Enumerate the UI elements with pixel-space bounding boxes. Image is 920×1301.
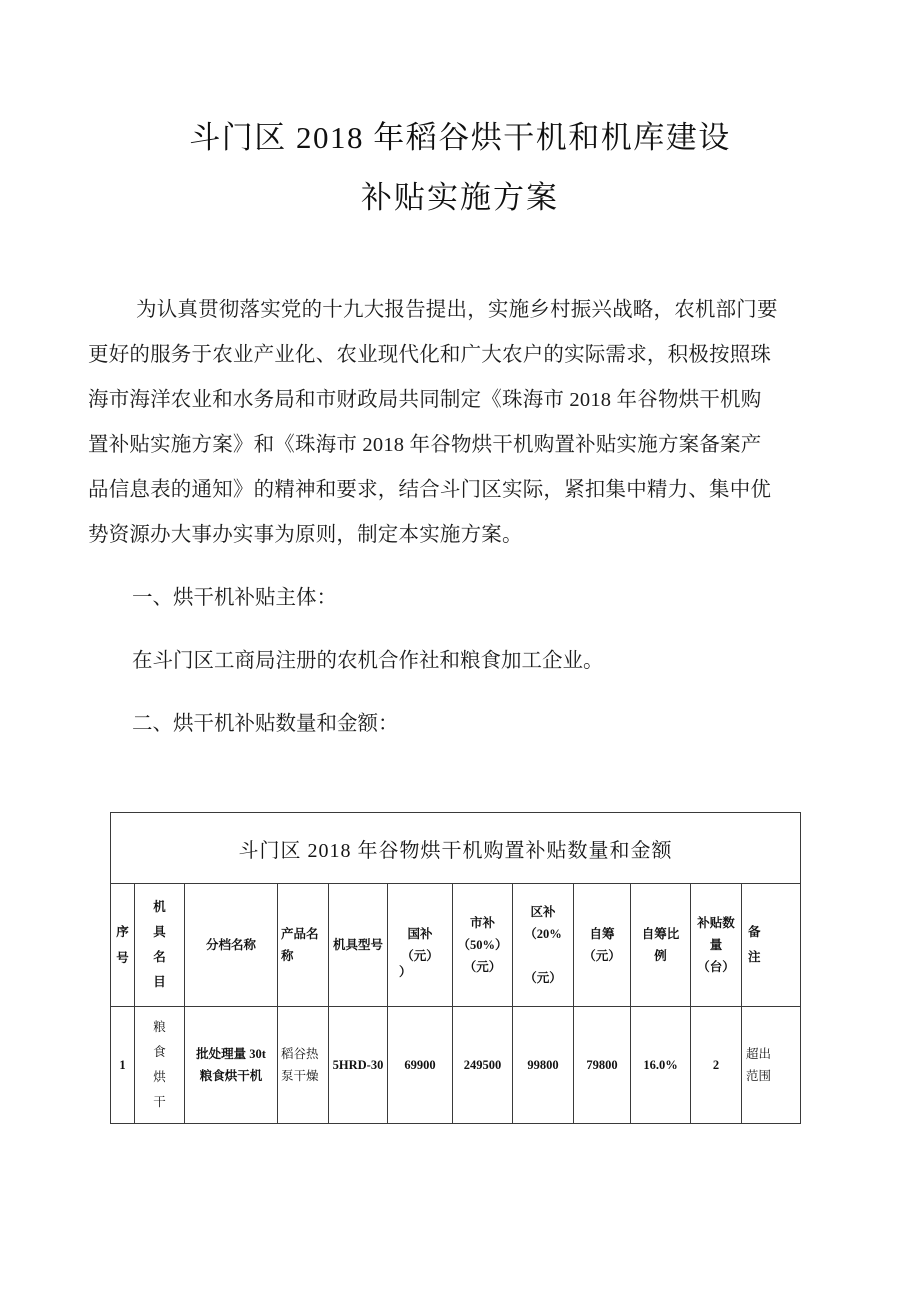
table-header-row	[111, 884, 801, 1007]
page-title	[0, 108, 920, 228]
header-text: （台）	[697, 960, 735, 974]
paragraph-line: 海市海洋农业和水务局和市财政局共同制定《珠海市 2018 年谷物烘干机购	[88, 389, 762, 411]
header-text: 称	[281, 949, 294, 963]
cell-city-subsidy: 249500	[453, 1007, 513, 1124]
header-cell-machine-item	[135, 884, 185, 1007]
header-text: 补贴数	[697, 916, 735, 930]
header-text: 量	[709, 938, 723, 952]
cell-subsidy-qty: 2	[691, 1007, 742, 1124]
header-cell-product-name	[278, 884, 329, 1007]
header-text: （元）	[401, 949, 439, 963]
header-text: 机	[153, 900, 166, 914]
table-row	[111, 1007, 801, 1124]
header-text: （20%	[524, 927, 562, 941]
cell-text: 干	[153, 1095, 166, 1109]
section-body-1: 在斗门区工商局注册的农机合作社和粮食加工企业。	[132, 650, 604, 672]
header-text: 例	[654, 949, 667, 963]
header-text: 号	[116, 951, 129, 965]
section-heading-2: 二、烘干机补贴数量和金额：	[132, 713, 399, 735]
paragraph-line: 置补贴实施方案》和《珠海市 2018 年谷物烘干机购置补贴实施方案备案产	[88, 434, 762, 456]
header-cell-tier-name	[185, 884, 278, 1007]
header-text: 分档名称	[205, 938, 256, 952]
cell-text: 食	[153, 1045, 166, 1059]
cell-product-name	[278, 1007, 329, 1124]
title-line-1: 斗门区 2018 年稻谷烘干机和机库建设	[189, 120, 731, 155]
header-text: 国补	[407, 927, 433, 941]
header-text: 自筹比	[641, 927, 680, 941]
header-cell-self-ratio	[631, 884, 691, 1007]
cell-text: 粮	[153, 1020, 166, 1034]
paragraph-line: 势资源办大事办实事为原则，制定本实施方案。	[88, 524, 523, 546]
cell-text: 超出	[746, 1047, 772, 1061]
paragraph-line: 品信息表的通知》的精神和要求，结合斗门区实际，紧扣集中精力、集中优	[88, 479, 772, 501]
spacer	[88, 684, 844, 702]
header-text: 序	[116, 925, 129, 939]
cell-district-subsidy: 99800	[513, 1007, 574, 1124]
table-caption: 斗门区 2018 年谷物烘干机购置补贴数量和金额	[111, 813, 801, 884]
subsidy-table	[110, 812, 801, 1124]
header-text: 注	[748, 950, 761, 964]
header-text: 目	[153, 975, 166, 989]
paragraph-line: 更好的服务于农业产业化、农业现代化和广大农户的实际需求，积极按照珠	[88, 344, 772, 366]
table-caption-row	[111, 813, 801, 884]
section-heading-1: 一、烘干机补贴主体：	[132, 587, 337, 609]
cell-model: 5HRD-30	[329, 1007, 388, 1124]
header-text: 具	[153, 925, 166, 939]
header-cell-seq	[111, 884, 135, 1007]
header-text-blank	[514, 945, 572, 967]
cell-machine-item	[135, 1007, 185, 1124]
header-cell-remark	[742, 884, 801, 1007]
document-body	[88, 288, 844, 747]
header-text: （元）	[463, 960, 502, 974]
header-text: （元）	[524, 971, 562, 985]
header-cell-district-subsidy	[513, 884, 574, 1007]
spacer	[88, 558, 844, 576]
cell-self-ratio: 16.0%	[631, 1007, 691, 1124]
cell-text: 泵干燥	[281, 1069, 319, 1083]
cell-text: 烘	[153, 1070, 166, 1084]
header-text: （元）	[583, 949, 621, 963]
overflow-parenthesis-artifact: ）	[399, 965, 412, 979]
header-cell-city-subsidy	[453, 884, 513, 1007]
header-text: 市补	[469, 916, 495, 930]
header-cell-model	[329, 884, 388, 1007]
cell-text: 粮食烘干机	[199, 1069, 263, 1083]
cell-text: 范围	[746, 1069, 772, 1083]
cell-tier-name	[185, 1007, 278, 1124]
title-line-2: 补贴实施方案	[361, 180, 559, 215]
paragraph-line: 为认真贯彻落实党的十九大报告提出，实施乡村振兴战略，农机部门要	[136, 299, 778, 321]
intro-paragraph	[88, 288, 844, 558]
header-text: 自筹	[589, 927, 615, 941]
header-text: 区补	[530, 905, 556, 919]
cell-text: 稻谷热	[281, 1047, 319, 1061]
header-cell-self-fund	[574, 884, 631, 1007]
header-text: 机具型号	[332, 938, 383, 952]
header-text: 备	[748, 925, 761, 939]
cell-text: 批处理量 30t	[196, 1047, 266, 1061]
cell-remark	[742, 1007, 801, 1124]
spacer	[88, 621, 844, 639]
header-cell-national-subsidy	[388, 884, 453, 1007]
header-text: （50%）	[457, 938, 508, 952]
cell-national-subsidy: 69900	[388, 1007, 453, 1124]
cell-seq: 1	[111, 1007, 135, 1124]
header-text: 产品名	[281, 927, 319, 941]
cell-self-fund: 79800	[574, 1007, 631, 1124]
subsidy-table-container	[110, 812, 800, 1124]
header-text: 名	[153, 950, 166, 964]
header-cell-subsidy-qty	[691, 884, 742, 1007]
